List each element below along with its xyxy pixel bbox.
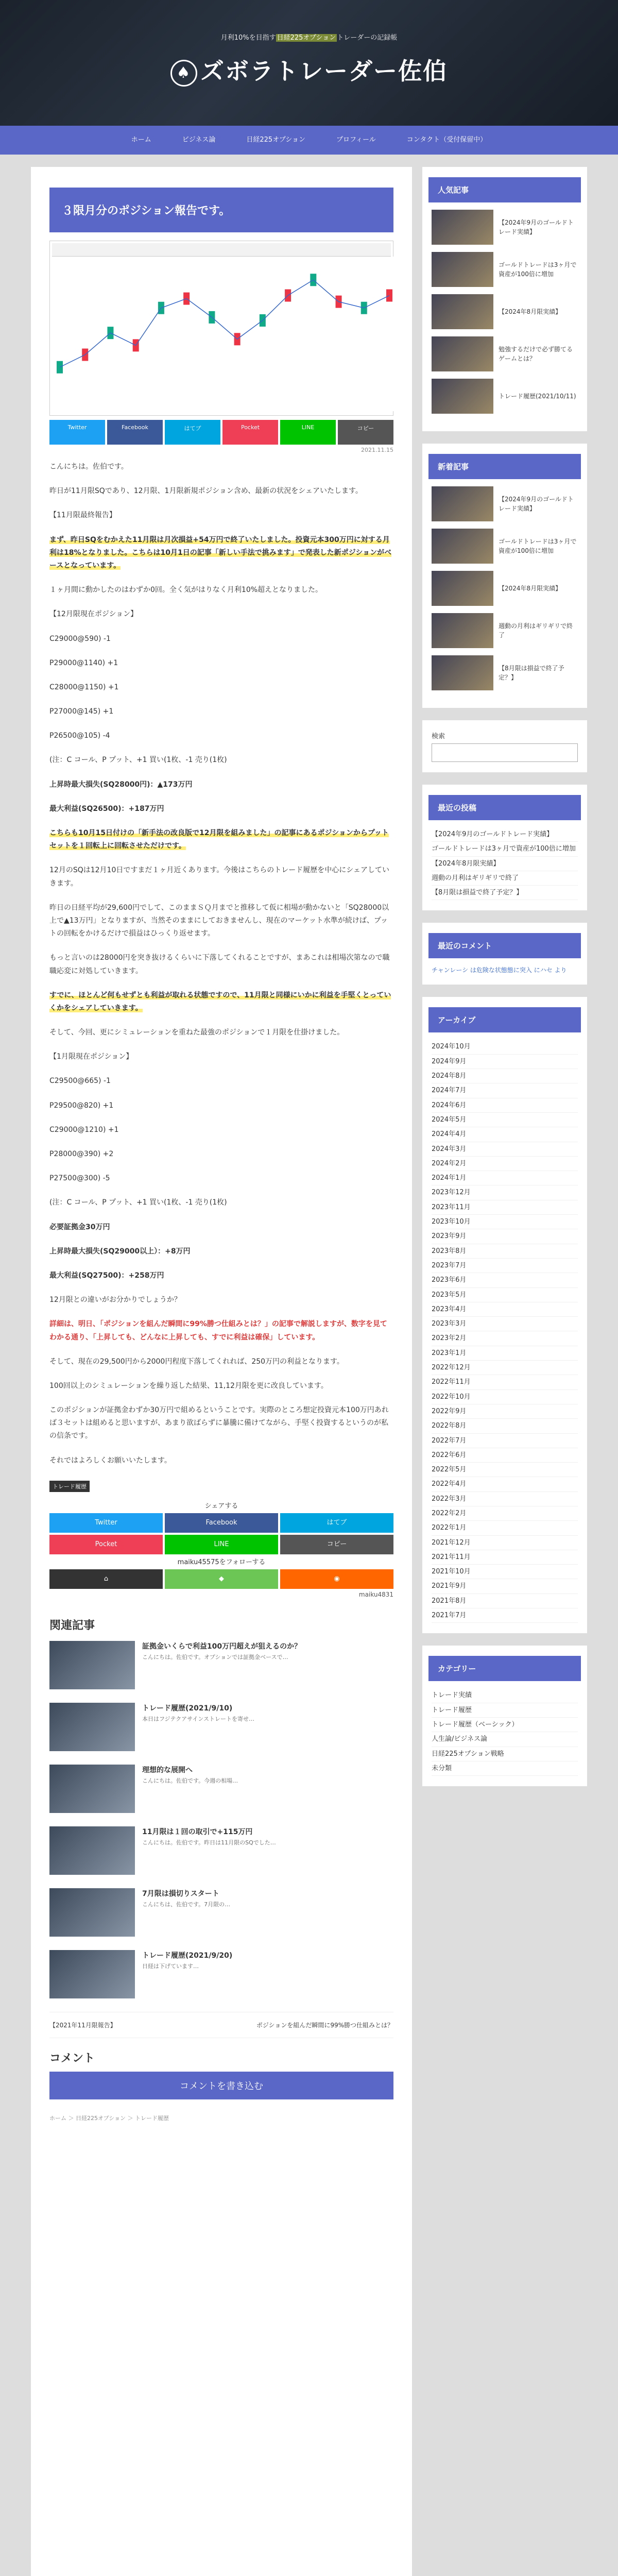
body-paragraph: P29500@820) +1 — [49, 1101, 114, 1110]
archive-link[interactable]: 2022年5月 — [432, 1463, 578, 1477]
nav-item-4[interactable]: コンタクト（受付保留中） — [406, 136, 487, 144]
home-icon[interactable]: ⌂ — [49, 1569, 163, 1589]
recent-widget — [422, 785, 587, 910]
body-paragraph: (注：C コール、P プット、+1 買い(1枚、-1 売り(1枚) — [49, 756, 227, 765]
sidebar — [422, 167, 587, 2576]
popular-title[interactable]: 勉強するだけで必ず勝てるゲームとは？ — [499, 346, 573, 362]
prev-post-link[interactable]: 【2021年11月限報告】 — [49, 2021, 116, 2029]
archive-link[interactable]: 2024年4月 — [432, 1127, 578, 1142]
archive-link[interactable]: 2021年7月 — [432, 1608, 578, 1623]
share-bar-bottom — [49, 1513, 393, 1554]
share-5-button[interactable]: コピー — [338, 420, 393, 445]
prev-next-nav — [49, 2012, 393, 2038]
category-link[interactable]: 人生論/ビジネス論 — [432, 1732, 578, 1747]
new-post-thumbnail[interactable] — [432, 613, 493, 648]
new-post-title[interactable]: 週動の月利はギリギリで終了 — [499, 622, 573, 639]
related-thumbnail[interactable] — [49, 1641, 135, 1689]
related-list — [49, 1641, 393, 1998]
popular-widget — [422, 167, 587, 431]
archive-link[interactable]: 2021年12月 — [432, 1536, 578, 1550]
popular-item[interactable] — [432, 379, 578, 414]
related-item[interactable] — [49, 1950, 393, 1998]
article-body — [49, 461, 393, 1467]
body-paragraph: 昨日が11月限SQであり、12月限、1月限新規ポジション含め、最新の状況をシェアいたします。 — [49, 487, 363, 496]
body-paragraph: 100回以上のシミュレーションを繰り返した結果、11,12月限を更に改良しています。 — [49, 1381, 328, 1390]
new-post-item[interactable] — [432, 655, 578, 690]
body-paragraph: そして、今回、更にシミュレーションを重ねた最強のポジションで１月限を仕掛けました。 — [49, 1028, 345, 1037]
popular-thumbnail[interactable] — [432, 379, 493, 414]
archive-link[interactable]: 2022年7月 — [432, 1434, 578, 1448]
body-paragraph: 12月限との違いがお分かりでしょうか？ — [49, 1296, 181, 1304]
category-link[interactable]: トレード実績 — [432, 1688, 578, 1703]
category-link[interactable]: トレード履歴（ベーシック） — [432, 1718, 578, 1732]
body-paragraph: まず、昨日SQをむかえた11月限は月次損益+54万円で終了いたしました。投資元本300万円に対する月利は18%となりました。こちらは10月1日の記事「新しい手法で挑みます」で発表した新ポジションがベースとなっています。 — [49, 535, 392, 570]
body-paragraph: １ヶ月間に動かしたのはわずか0回。全く気がはりなく月利10%超えとなりました。 — [49, 586, 323, 595]
comments-title: 最近のコメント — [428, 933, 581, 958]
body-paragraph: こちらも10月15日付けの「新手法の改良版で12月限を組みました」の記事にあるポジションからプットセットを１回転上に回転させただけです。 — [49, 829, 389, 851]
body-paragraph: 【11月限最終報告】 — [49, 511, 116, 520]
archive-title: アーカイブ — [428, 1007, 581, 1032]
site-logo[interactable]: ♠ ズボラトレーダー佐伯 — [0, 53, 618, 87]
site-tagline: 月利10%を目指す 日経225オプション トレーダーの記録帳 — [220, 34, 398, 42]
related-item[interactable] — [49, 1888, 393, 1937]
nav-item-2[interactable]: 日経225オプション — [246, 136, 306, 144]
archive-link[interactable]: 2023年1月 — [432, 1346, 578, 1361]
popular-title: 人気記事 — [428, 177, 581, 202]
related-excerpt: こんにちは。佐伯です。今週の相場… — [142, 1777, 238, 1784]
share-3-button[interactable]: Pocket — [222, 420, 278, 445]
new-post-thumbnail[interactable] — [432, 655, 493, 690]
archive-link[interactable]: 2023年5月 — [432, 1288, 578, 1302]
share-bottom-0-button[interactable]: Twitter — [49, 1513, 163, 1533]
archive-link[interactable]: 2023年9月 — [432, 1229, 578, 1244]
share-2-button[interactable]: はてブ — [165, 420, 220, 445]
related-item[interactable] — [49, 1641, 393, 1689]
recent-link[interactable]: ゴールドトレードは3ヶ月で資産が100倍に増加 — [432, 842, 578, 856]
new-post-item[interactable] — [432, 486, 578, 521]
popular-item[interactable] — [432, 210, 578, 245]
popular-title[interactable]: 【2024年8月限実績】 — [499, 308, 562, 315]
comment-heading: コメント — [49, 2052, 95, 2065]
body-paragraph: P27000@145) +1 — [49, 707, 114, 716]
archive-link[interactable]: 2021年11月 — [432, 1550, 578, 1565]
archive-link[interactable]: 2021年9月 — [432, 1579, 578, 1594]
related-excerpt: 本日はフジテクアサインストレートを寄せ… — [142, 1715, 255, 1722]
related-title-text[interactable]: 11月限は１回の取引で+115万円 — [142, 1827, 253, 1836]
related-item[interactable] — [49, 1826, 393, 1875]
body-paragraph: 昨日の日経平均が29,600円でして、このままＳＱ月までと推移して仮に相場が動かないと「SQ28000以上で▲13万円」となりますが、当然そのままにしておきませんし、現在のマーケット水準が続けば、プットの回転をかけるだけで損益はひっくり返せます。 — [49, 903, 389, 938]
nav-item-0[interactable]: ホーム — [131, 136, 151, 144]
body-paragraph: 上昇時最大損失(SQ28000円)：▲173万円 — [49, 780, 193, 789]
popular-item[interactable] — [432, 336, 578, 371]
feedly-icon[interactable]: ◆ — [165, 1569, 278, 1589]
related-title-text[interactable]: 7月限は損切りスタート — [142, 1889, 219, 1898]
body-paragraph: C29000@1210) +1 — [49, 1125, 119, 1134]
archive-link[interactable]: 2024年8月 — [432, 1069, 578, 1083]
share-bottom-5-button[interactable]: コピー — [280, 1535, 393, 1554]
archive-widget — [422, 997, 587, 1633]
popular-thumbnail[interactable] — [432, 336, 493, 371]
archive-link[interactable]: 2024年6月 — [432, 1098, 578, 1113]
archive-link[interactable]: 2022年10月 — [432, 1390, 578, 1404]
archive-link[interactable]: 2024年1月 — [432, 1171, 578, 1185]
new-post-title[interactable]: 【2024年8月限実績】 — [499, 585, 562, 592]
body-paragraph: P26500@105) -4 — [49, 732, 110, 740]
new-post-item[interactable] — [432, 571, 578, 606]
recent-link[interactable]: 週動の月利はギリギリで終了 — [432, 871, 578, 886]
archive-link[interactable]: 2022年3月 — [432, 1492, 578, 1506]
article — [31, 167, 412, 2576]
category-widget — [422, 1646, 587, 1786]
archive-link[interactable]: 2023年6月 — [432, 1273, 578, 1287]
next-post-link[interactable]: ポジションを組んだ瞬間に99%勝つ仕組みとは？ — [256, 2021, 393, 2029]
logo-icon: ♠ — [170, 60, 197, 87]
comment-button[interactable]: コメントを書き込む — [49, 2072, 393, 2099]
archive-link[interactable]: 2022年2月 — [432, 1506, 578, 1521]
share-bar-top — [49, 420, 393, 445]
recent-link[interactable]: 【2024年8月限実績】 — [432, 857, 578, 871]
archive-link[interactable]: 2022年8月 — [432, 1419, 578, 1433]
archive-link[interactable]: 2023年11月 — [432, 1200, 578, 1215]
archive-link[interactable]: 2022年6月 — [432, 1448, 578, 1463]
popular-title[interactable]: トレード履歴(2021/10/11) — [499, 393, 576, 400]
new-title: 新着記事 — [428, 454, 581, 479]
search-label: 検索 — [432, 733, 445, 740]
related-title-text[interactable]: トレード履歴(2021/9/20) — [142, 1951, 233, 1960]
popular-item[interactable] — [432, 252, 578, 287]
popular-thumbnail[interactable] — [432, 294, 493, 329]
new-post-thumbnail[interactable] — [432, 529, 493, 564]
share-bottom-2-button[interactable]: はてブ — [280, 1513, 393, 1533]
new-post-thumbnail[interactable] — [432, 571, 493, 606]
body-paragraph: そして、現在の29,500円から2000円程度下落してくれれば、250万円の利益となります。 — [49, 1357, 344, 1366]
follow-bar — [49, 1569, 393, 1589]
archive-link[interactable]: 2023年3月 — [432, 1317, 578, 1331]
comments-widget — [422, 923, 587, 985]
related-excerpt: こんにちは。佐伯です。昨日は11月限のSQでした… — [142, 1839, 276, 1846]
share-label: シェアする — [204, 1502, 238, 1510]
popular-title[interactable]: ゴールドトレードは3ヶ月で資産が100倍に増加 — [499, 261, 577, 278]
new-post-item[interactable] — [432, 529, 578, 564]
body-paragraph: (注：C コール、P プット、+1 買い(1枚、-1 売り(1枚) — [49, 1198, 227, 1207]
new-post-item[interactable] — [432, 613, 578, 648]
archive-link[interactable]: 2022年11月 — [432, 1375, 578, 1389]
related-item[interactable] — [49, 1703, 393, 1751]
share-bottom-4-button[interactable]: LINE — [165, 1535, 278, 1554]
body-paragraph: 【1月限現在ポジション】 — [49, 1053, 133, 1061]
related-thumbnail[interactable] — [49, 1888, 135, 1937]
related-title-text[interactable]: トレード履歴(2021/9/10) — [142, 1704, 233, 1713]
archive-link[interactable]: 2021年10月 — [432, 1565, 578, 1579]
recent-title: 最近の投稿 — [428, 795, 581, 820]
new-post-thumbnail[interactable] — [432, 486, 493, 521]
author-name[interactable]: maiku4831 — [358, 1590, 393, 1598]
body-paragraph: C29500@665) -1 — [49, 1077, 111, 1086]
body-paragraph: C29000@590) -1 — [49, 634, 111, 643]
related-excerpt: こんにちは、佐伯です。7月限の… — [142, 1901, 231, 1908]
body-paragraph: P28000@390) +2 — [49, 1150, 114, 1158]
body-paragraph: すでに、ほとんど何もせずとも利益が取れる状態ですので、11月限と同様にいかに利益を手堅くとっていくかをシェアしていきます。 — [49, 991, 391, 1012]
archive-link[interactable]: 2022年4月 — [432, 1477, 578, 1492]
archive-link[interactable]: 2024年5月 — [432, 1113, 578, 1127]
archive-link[interactable]: 2023年4月 — [432, 1302, 578, 1317]
follow-label: maiku45575をフォローする — [177, 1558, 266, 1566]
body-paragraph: こんにちは。佐伯です。 — [49, 463, 128, 471]
body-paragraph: C28000@1150) +1 — [49, 683, 119, 691]
related-title-text[interactable]: 理想的な展開へ — [142, 1766, 193, 1774]
body-paragraph: P29000@1140) +1 — [49, 658, 118, 667]
category-title: カテゴリー — [428, 1656, 581, 1681]
share-4-button[interactable]: LINE — [280, 420, 336, 445]
category-link[interactable]: 未分類 — [432, 1761, 578, 1776]
popular-thumbnail[interactable] — [432, 252, 493, 287]
archive-link[interactable]: 2024年7月 — [432, 1083, 578, 1098]
new-post-title[interactable]: 【2024年9月のゴールドトレード実績】 — [499, 496, 574, 512]
archive-link[interactable]: 2024年10月 — [432, 1040, 578, 1054]
archive-link[interactable]: 2023年10月 — [432, 1215, 578, 1229]
recent-comment-link[interactable]: チャンレーシ は危険な状態態に突入 にハセ より — [432, 967, 567, 974]
archive-link[interactable]: 2023年12月 — [432, 1185, 578, 1200]
recent-link[interactable]: 【2024年9月のゴールドトレード実績】 — [432, 827, 578, 842]
archive-link[interactable]: 2023年8月 — [432, 1244, 578, 1259]
related-item[interactable] — [49, 1765, 393, 1813]
archive-link[interactable]: 2023年2月 — [432, 1331, 578, 1346]
nav-item-3[interactable]: プロフィール — [336, 136, 376, 144]
breadcrumb[interactable]: ホーム ＞ 日経225オプション ＞ トレード履歴 — [49, 2114, 169, 2122]
search-input[interactable] — [432, 743, 578, 762]
share-bottom-1-button[interactable]: Facebook — [165, 1513, 278, 1533]
archive-link[interactable]: 2023年7月 — [432, 1259, 578, 1273]
new-post-title[interactable]: 【8月限は損益で終了予定？】 — [499, 665, 564, 681]
price-chart — [52, 257, 397, 411]
body-paragraph: 【12月限現在ポジション】 — [49, 610, 138, 619]
new-post-title[interactable]: ゴールドトレードは3ヶ月で資産が100倍に増加 — [499, 538, 577, 554]
new-widget — [422, 444, 587, 708]
archive-link[interactable]: 2024年9月 — [432, 1055, 578, 1069]
body-paragraph: このポジションが証拠金わずか30万円で組めるということです。実際のところ想定投資元本100万円あれば３セットは組めると思いますが、あまり欲ばらずに暴騰に備けてながら、手堅く投資するというのが私の信条です。 — [49, 1406, 389, 1440]
body-paragraph: P27500@300) -5 — [49, 1174, 110, 1183]
related-thumbnail[interactable] — [49, 1703, 135, 1751]
archive-link[interactable]: 2024年3月 — [432, 1142, 578, 1157]
related-thumbnail[interactable] — [49, 1950, 135, 1998]
archive-link[interactable]: 2021年8月 — [432, 1594, 578, 1608]
page-title: ３限月分のポジション報告です。 — [49, 188, 393, 232]
candle — [386, 290, 392, 302]
body-paragraph: 必要証拠金30万円 — [49, 1223, 110, 1231]
chart-toolbar — [52, 243, 391, 257]
body-paragraph: 12月のSQは12月10日ですまだ１ヶ月近くあります。今後はこちらのトレード履歴を中心にシェアしていきます。 — [49, 866, 389, 888]
chart-screenshot — [49, 241, 393, 416]
recent-link[interactable]: 【8月限は損益で終了予定？】 — [432, 886, 578, 900]
rss-icon[interactable]: ◉ — [280, 1569, 393, 1589]
related-excerpt: こんにちは。佐伯です。オプションでは証拠金ベースで… — [142, 1653, 288, 1660]
body-paragraph: それではよろしくお願いいたします。 — [49, 1456, 171, 1465]
global-nav — [0, 126, 618, 155]
nav-item-1[interactable]: ビジネス論 — [182, 136, 216, 144]
category-link[interactable]: 日経225オプション戦略 — [432, 1747, 578, 1761]
archive-link[interactable]: 2022年12月 — [432, 1361, 578, 1375]
share-1-button[interactable]: Facebook — [107, 420, 163, 445]
related-thumbnail[interactable] — [49, 1765, 135, 1813]
archive-link[interactable]: 2022年9月 — [432, 1404, 578, 1419]
body-paragraph: 最大利益(SQ26500)：+187万円 — [49, 804, 164, 813]
popular-item[interactable] — [432, 294, 578, 329]
popular-thumbnail[interactable] — [432, 210, 493, 245]
category-link[interactable]: トレード履歴 — [432, 1703, 578, 1718]
archive-link[interactable]: 2022年1月 — [432, 1521, 578, 1535]
body-paragraph: 最大利益(SQ27500)：+258万円 — [49, 1271, 164, 1280]
site-header — [0, 0, 618, 155]
body-paragraph: もっと言いのは28000円を突き抜けるくらいに下落してくれることですが、まあこれは相場次第なので職職応変に対処していきます。 — [49, 954, 390, 975]
related-thumbnail[interactable] — [49, 1826, 135, 1875]
share-0-button[interactable]: Twitter — [49, 420, 105, 445]
related-excerpt: 日経は下げています… — [142, 1962, 199, 1970]
body-paragraph: 上昇時最大損失(SQ29000以上）：+8万円 — [49, 1247, 191, 1256]
archive-link[interactable]: 2024年2月 — [432, 1157, 578, 1171]
popular-title[interactable]: 【2024年9月のゴールドトレード実績】 — [499, 219, 574, 235]
search-widget — [422, 720, 587, 772]
body-paragraph: 詳細は、明日、「ポジションを組んだ瞬間に99%勝つ仕組みとは？」の記事で解説しますが、数字を見てわかる通り、「上昇しても、どんなに上昇しても、すでに利益は確保」しています。 — [49, 1320, 387, 1342]
share-bottom-3-button[interactable]: Pocket — [49, 1535, 163, 1554]
post-date: 2021.11.15 — [361, 447, 393, 453]
related-title-text[interactable]: 証拠金いくらで利益100万円超えが狙えるのか？ — [142, 1642, 302, 1651]
tag-badge[interactable]: トレード履歴 — [49, 1481, 90, 1492]
related-title: 関連記事 — [49, 1619, 95, 1632]
